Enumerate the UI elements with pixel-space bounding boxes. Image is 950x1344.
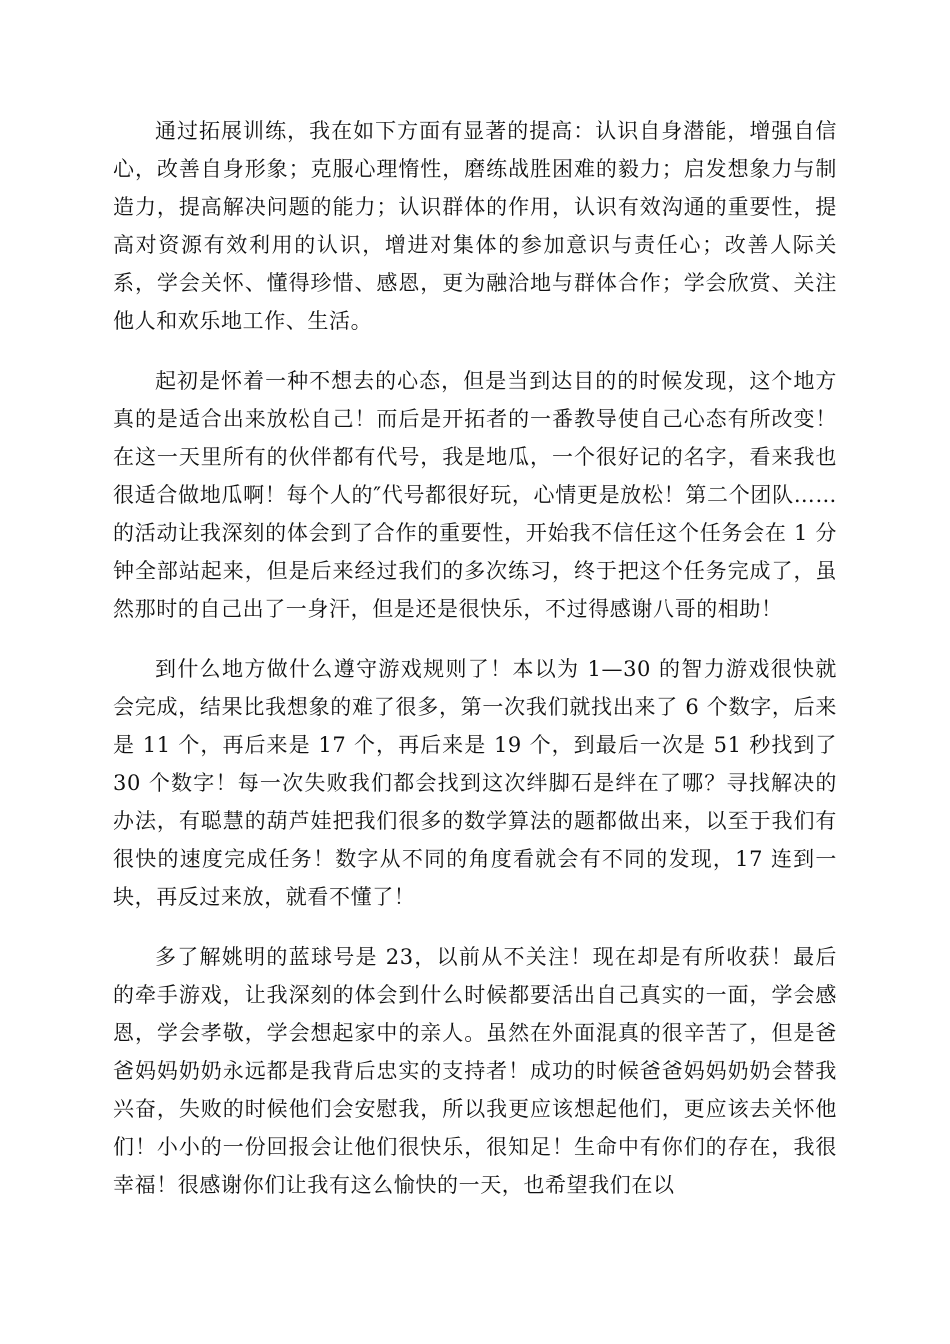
paragraph-gratitude: 多了解姚明的蓝球号是 23，以前从不关注！现在却是有所收获！最后的牵手游戏，让我深刻的体会到什么时候都要活出自己真实的一面，学会感恩，学会孝敬，学会想起家中的亲人。虽然在外面混真的很辛苦了，但是爸爸妈妈奶奶永远都是我背后忠实的支持者！成功的时候爸爸妈妈奶奶会替我兴奋，失败的时候他们会安慰我，所以我更应该想起他们，更应该去关怀他们！小小的一份回报会让他们很快乐，很知足！生命中有你们的存在，我很幸福！很感谢你们让我有这么愉快的一天，也希望我们在以 [113,945,837,1197]
paragraph-training-gains: 通过拓展训练，我在如下方面有显著的提高：认识自身潜能，增强自信心，改善自身形象；克服心理惰性，磨练战胜困难的毅力；启发想象力与制造力，提高解决问题的能力；认识群体的作用，认识有效沟通的重要性，提高对资源有效利用的认识，增进对集体的参加意识与责任心；改善人际关系，学会关怀、懂得珍惜、感恩，更为融洽地与群体合作；学会欣赏、关注他人和欢乐地工作、生活。 [113,119,837,333]
paragraph-first-impressions: 起初是怀着一种不想去的心态，但是当到达目的的时候发现，这个地方真的是适合出来放松自己！而后是开拓者的一番教导使自己心态有所改变！在这一天里所有的伙伴都有代号，我是地瓜，一个很好记的名字，看来我也很适合做地瓜啊！每个人的″代号都很好玩，心情更是放松！第二个团队……的活动让我深刻的体会到了合作的重要性，开始我不信任这个任务会在 1 分钟全部站起来，但是后来经过我们的多次练习，终于把这个任务完成了，虽然那时的自己出了一身汗，但是还是很快乐，不过得感谢八哥的相助！ [113,369,837,621]
paragraph-number-game: 到什么地方做什么遵守游戏规则了！本以为 1—30 的智力游戏很快就会完成，结果比我想象的难了很多，第一次我们就找出来了 6 个数字，后来是 11 个，再后来是 17 个，再后来是 19 个，到最后一次是 51 秒找到了 30 个数字！每一次失败我们都会找到这次绊脚石是绊在了哪？寻找解决的办法，有聪慧的葫芦娃把我们很多的数学算法的题都做出来，以至于我们有很快的速度完成任务！数字从不同的角度看就会有不同的发现，17 连到一块，再反过来放，就看不懂了！ [113,657,837,909]
